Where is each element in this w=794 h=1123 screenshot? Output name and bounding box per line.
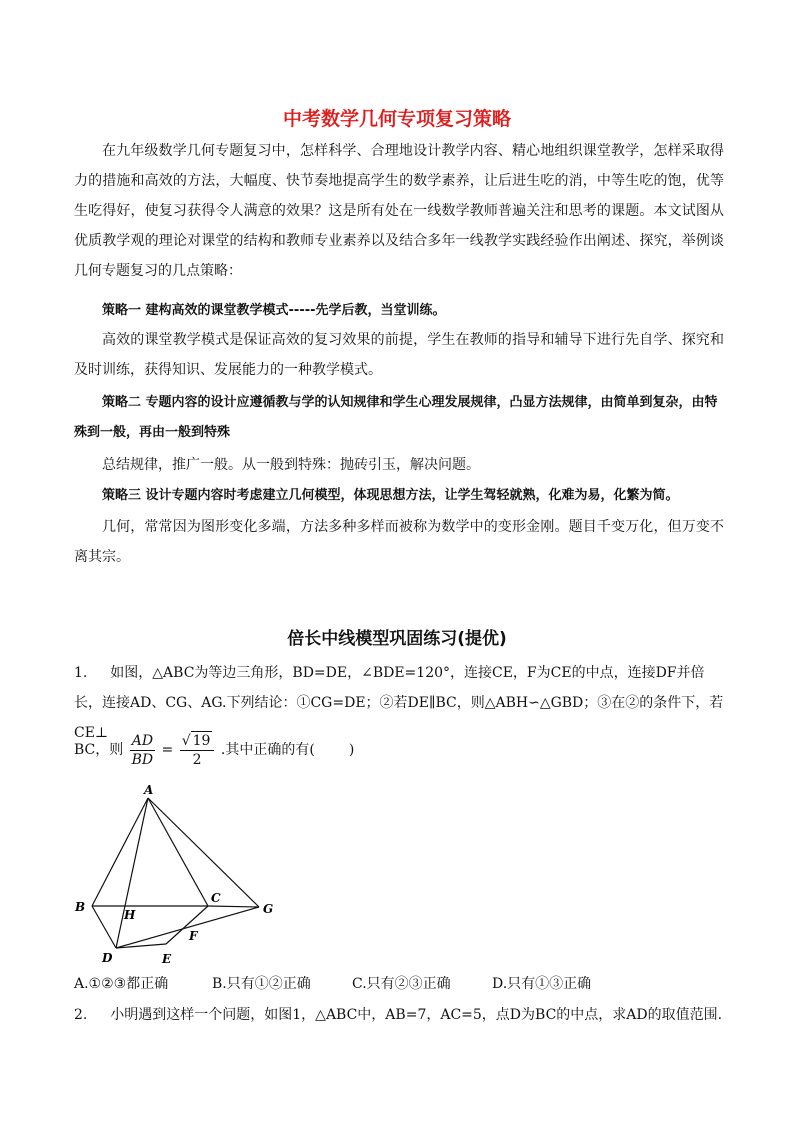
option-a[interactable]: A.①②③都正确	[74, 976, 169, 992]
question-1-text-after: .其中正确的有(	[220, 742, 315, 758]
strategy-2-heading: 策略二 专题内容的设计应遵循教与学的认知规律和学生心理发展规律，凸显方法规律，由简单到复杂，由特殊到一般，再由一般到特殊	[74, 395, 718, 440]
label-H: H	[124, 908, 136, 922]
question-1-text-cont: BC，则	[74, 742, 124, 758]
triangle-figure	[72, 782, 302, 972]
label-F: F	[189, 929, 198, 943]
question-1-number: 1.	[74, 665, 88, 681]
strategy-1-text: 高效的课堂教学模式是保证高效的复习效果的前提，学生在教师的指导和辅导下进行先自学、探究和及时训练，获得知识、发展能力的一种教学模式。	[74, 332, 724, 378]
value-fraction	[180, 731, 215, 769]
question-1-text: 如图，△ABC为等边三角形，BD=DE，∠BDE=120°，连接CE，F为CE的中点，连接DF并倍长，连接AD、CG、AG.下列结论：①CG=DE；②若DE∥BC，则△ABH∽△GBD；③在②的条件下，若CE⊥	[74, 665, 724, 741]
label-E: E	[162, 952, 172, 966]
strategy-3-heading: 策略三 设计专题内容时考虑建立几何模型，体现思想方法，让学生驾轻就熟，化难为易，化繁为简。	[102, 488, 679, 503]
strategy-2-text: 总结规律，推广一般。从一般到特殊：抛砖引玉，解决问题。	[102, 457, 480, 473]
strategy-3-text: 几何，常常因为图形变化多端，方法多种多样而被称为数学中的变形金刚。题目千变万化，但万变不离其宗。	[74, 519, 724, 565]
label-B: B	[75, 900, 86, 914]
ratio-denominator: BD	[131, 751, 154, 768]
label-C: C	[211, 891, 221, 905]
exercise-title: 倍长中线模型巩固练习(提优)	[287, 629, 507, 649]
label-G: G	[263, 902, 274, 916]
option-d[interactable]: D.只有①③正确	[492, 976, 592, 992]
value-numerator: √ 19	[180, 731, 215, 751]
sqrt-radicand: 19	[192, 733, 211, 749]
ratio-numerator: AD	[131, 732, 154, 749]
question-1-formula-line	[74, 730, 726, 770]
equals-sign: =	[161, 742, 174, 758]
strategy-1-heading: 策略一 建构高效的课堂教学模式-----先学后教，当堂训练。	[102, 303, 446, 318]
question-2-text: 小明遇到这样一个问题，如图1，△ABC中，AB=7，AC=5，点D为BC的中点，求AD的取值范围.	[110, 1007, 723, 1023]
document-title: 中考数学几何专项复习策略	[282, 108, 511, 130]
label-D: D	[102, 951, 113, 965]
value-denominator: 2	[192, 752, 202, 768]
question-2-number: 2.	[74, 1007, 88, 1023]
option-b[interactable]: B.只有①②正确	[212, 976, 311, 992]
label-A: A	[144, 783, 154, 797]
question-2	[74, 1000, 726, 1030]
ratio-fraction	[130, 732, 155, 769]
question-1-close-paren: )	[348, 742, 355, 758]
option-c[interactable]: C.只有②③正确	[352, 976, 451, 992]
intro-paragraph: 在九年级数学几何专题复习中，怎样科学、合理地设计教学内容、精心地组织课堂教学，怎样采取得力的措施和高效的方法，大幅度、快节奏地提高学生的数学素养，让后进生吃的消，中等生吃的饱，优等生吃得好，使复习获得令人满意的效果？这是所有处在一线数学教师普遍关注和思考的课题。本文试图从优质教学观的理论对课堂的结构和教师专业素养以及结合多年一线教学实践经验作出阐述、探究，举例谈几何专题复习的几点策略：	[74, 143, 724, 279]
